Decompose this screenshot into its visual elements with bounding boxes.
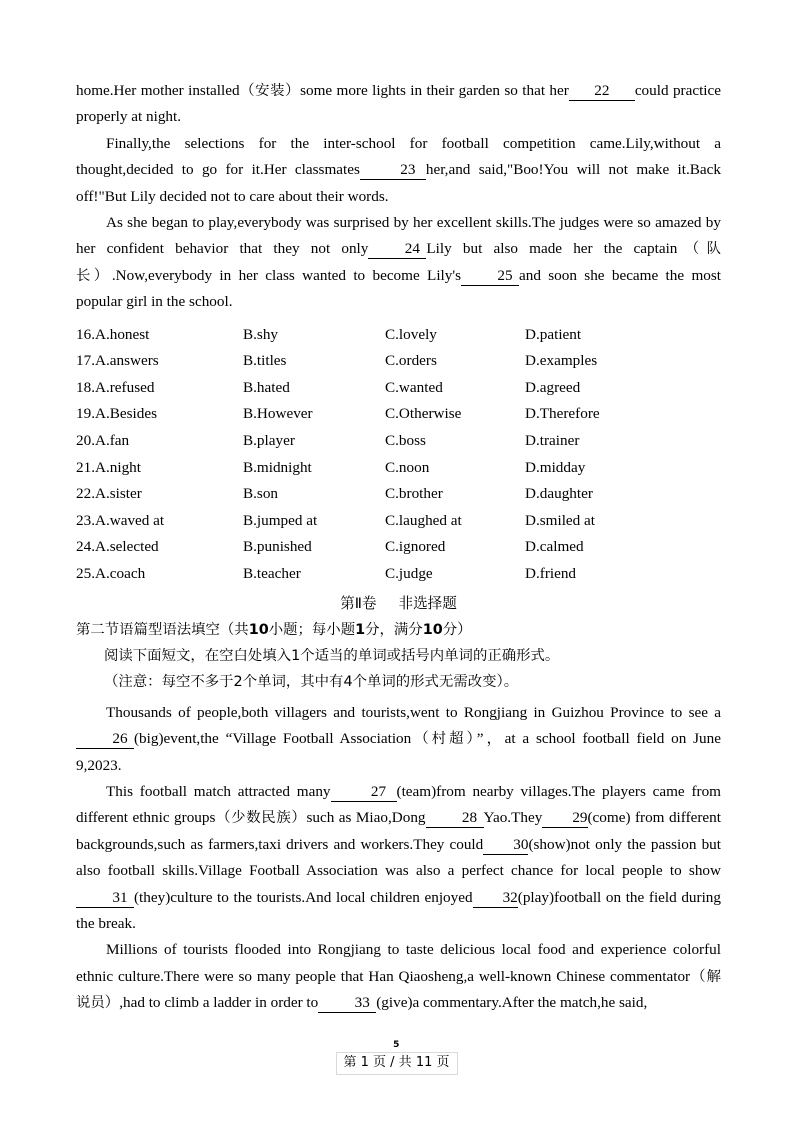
- text-run: (give)a commentary.After the match,he said,: [376, 994, 648, 1012]
- mc-row: [76, 455, 721, 482]
- part-two-header: [76, 590, 721, 617]
- blank-27[interactable]: 27: [331, 783, 397, 802]
- mc-option-a[interactable]: 22.A.sister: [76, 485, 142, 503]
- grammar-instruction: [76, 643, 721, 669]
- text-run: some more lights in their garden so that her: [300, 82, 569, 99]
- text-run: (team)from nearby villages.The players came from different ethnic groups: [76, 783, 721, 827]
- blank-26[interactable]: 26: [76, 730, 134, 749]
- mc-option-c[interactable]: C.orders: [385, 352, 437, 370]
- mc-row: [76, 428, 721, 455]
- mc-option-c[interactable]: C.lovely: [385, 325, 437, 343]
- part-type-label: 非选择题: [398, 594, 457, 612]
- chinese-gloss-minority: （少数民族）: [215, 810, 307, 827]
- mc-option-a[interactable]: 21.A.night: [76, 458, 141, 476]
- chinese-gloss-install: （安装）: [239, 83, 301, 99]
- mc-option-c[interactable]: C.boss: [385, 432, 426, 450]
- blank-25[interactable]: 25: [461, 267, 519, 286]
- mc-option-c[interactable]: C.noon: [385, 458, 430, 476]
- text-run: (they)culture to the tourists.And local children enjoyed: [134, 888, 473, 906]
- points-per-question: 1: [355, 621, 366, 638]
- text-run: Lily but also made her the captain: [426, 240, 678, 258]
- text-run: 个单词的形式无需改变）。: [352, 674, 519, 691]
- mc-option-d[interactable]: D.friend: [525, 565, 577, 582]
- mc-option-b[interactable]: B.teacher: [243, 565, 301, 582]
- blank-30[interactable]: 30: [483, 836, 528, 855]
- mc-option-d[interactable]: D.smiled at: [525, 511, 596, 529]
- mc-option-b[interactable]: B.titles: [243, 352, 287, 370]
- blank-22[interactable]: 22: [569, 82, 635, 101]
- blank-23[interactable]: 23: [360, 161, 426, 180]
- cloze-paragraph-2: [76, 131, 721, 210]
- unchanged-words: 4: [343, 674, 353, 691]
- max-words: 2: [233, 674, 243, 691]
- text-run: such as Miao,Dong: [306, 809, 426, 827]
- mc-option-b[interactable]: B.punished: [243, 538, 312, 556]
- mc-option-d[interactable]: D.daughter: [525, 485, 593, 503]
- blank-29[interactable]: 29: [542, 809, 587, 828]
- blank-28[interactable]: 28: [426, 809, 484, 828]
- text-run: ”，at a school football field on June 9,2023.: [76, 730, 721, 774]
- mc-option-c[interactable]: C.judge: [385, 565, 433, 582]
- text-run: her,and said,"Boo!You will not make it.Back off!"But Lily decided not to care about their words.: [76, 161, 721, 205]
- part-volume-label: 第Ⅱ卷: [340, 594, 377, 612]
- mc-option-c[interactable]: C.brother: [385, 485, 443, 503]
- text-run: Thousands of people,both villagers and tourists,went to Rongjiang in Guizhou Province to see a: [106, 703, 721, 721]
- mc-option-b[interactable]: B.son: [243, 485, 279, 503]
- mc-row: [76, 401, 721, 428]
- mc-option-c[interactable]: C.wanted: [385, 378, 443, 396]
- mc-row: [76, 561, 721, 588]
- page-content: [76, 78, 721, 1017]
- text-run: Finally,the selections for the inter-school for football competition came.Lily,without a thought,decided to go for it.Her classmates: [76, 134, 721, 179]
- mc-option-b[interactable]: B.midnight: [243, 458, 312, 476]
- mc-option-b[interactable]: B.hated: [243, 378, 290, 396]
- grammar-paragraph-2: [76, 779, 721, 937]
- mc-row: [76, 348, 721, 375]
- mc-option-d[interactable]: D.calmed: [525, 538, 584, 556]
- chinese-gloss-commentator: （解说员）: [76, 968, 721, 1012]
- text-run: Yao.They: [483, 809, 543, 827]
- mc-row: [76, 481, 721, 508]
- text-run: (big)event,the “Village Football Association: [134, 730, 412, 748]
- blank-24[interactable]: 24: [368, 240, 426, 259]
- grammar-section-heading: [76, 617, 721, 643]
- text-run: 分）: [442, 621, 472, 638]
- text-run: 第二节语篇型语法填空（共: [76, 621, 249, 638]
- mc-option-b[interactable]: B.player: [243, 432, 295, 450]
- blank-32[interactable]: 32: [473, 889, 518, 908]
- mc-row: [76, 322, 721, 349]
- total-points: 10: [422, 621, 443, 638]
- mc-option-d[interactable]: D.examples: [525, 352, 598, 370]
- text-run: 个适当的单词或括号内单词的正确形式。: [300, 648, 560, 664]
- mc-option-b[interactable]: B.jumped at: [243, 511, 318, 529]
- mc-option-b[interactable]: B.However: [243, 405, 313, 423]
- text-run: Millions of tourists flooded into Rongjiang to taste delicious local food and experience colorful ethnic culture.There were so many people that Han Qiaosheng,a well-known Chinese commentator: [76, 941, 721, 985]
- text-run: 小题；每小题: [268, 621, 356, 638]
- mc-option-a[interactable]: 18.A.refused: [76, 378, 155, 396]
- chinese-gloss-captain: （队长）: [76, 241, 721, 284]
- mc-option-a[interactable]: 19.A.Besides: [76, 405, 157, 423]
- text-run: As she began to play,everybody was surprised by her excellent skills.The judges were so amazed by her confident behavior that they not only: [76, 214, 721, 258]
- mc-option-a[interactable]: 24.A.selected: [76, 538, 159, 556]
- grammar-paragraph-1: [76, 700, 721, 779]
- mc-option-d[interactable]: D.midday: [525, 458, 586, 476]
- question-count: 10: [248, 621, 269, 638]
- mc-option-a[interactable]: 20.A.fan: [76, 432, 130, 450]
- mc-option-c[interactable]: C.laughed at: [385, 511, 462, 529]
- page-number-label: 第 1 页 / 共 11 页: [336, 1052, 458, 1075]
- mc-row: [76, 534, 721, 561]
- text-run: ,had to climb a ladder in order to: [119, 994, 319, 1012]
- mc-option-b[interactable]: B.shy: [243, 325, 279, 343]
- mc-row: [76, 375, 721, 402]
- text-run: .Now,everybody in her class wanted to become Lily's: [111, 266, 461, 284]
- text-run: and soon she became the most popular girl in the school.: [76, 266, 721, 311]
- mc-option-a[interactable]: 25.A.coach: [76, 565, 146, 582]
- text-run: 个单词，其中有: [242, 674, 344, 691]
- mc-option-c[interactable]: C.ignored: [385, 538, 446, 556]
- mc-option-d[interactable]: D.patient: [525, 325, 582, 343]
- text-run: 阅读下面短文，在空白处填入: [104, 648, 292, 664]
- text-run: 分，满分: [365, 621, 423, 638]
- grammar-note: [76, 669, 721, 695]
- text-run: (show)not only the passion but also football skills.Village Football Association was also a perfect chance for local people to show: [76, 835, 721, 880]
- text-run: home.Her mother installed: [76, 82, 240, 99]
- multiple-choice-list: [76, 322, 721, 588]
- mc-option-a[interactable]: 23.A.waved at: [76, 511, 165, 529]
- mc-option-a[interactable]: 17.A.answers: [76, 352, 159, 370]
- mc-row: [76, 508, 721, 535]
- text-run: could practice properly at night.: [76, 82, 721, 126]
- text-run: (come) from different backgrounds,such as farmers,taxi drivers and workers.They could: [76, 809, 721, 853]
- mc-option-d[interactable]: D.Therefore: [525, 405, 600, 423]
- text-run: This football match attracted many: [106, 783, 331, 801]
- text-run: (play)football on the field during the break.: [76, 888, 721, 933]
- mc-option-a[interactable]: 16.A.honest: [76, 325, 150, 343]
- text-run: （注意：每空不多于: [104, 674, 234, 691]
- cloze-paragraph-3: [76, 210, 721, 316]
- mc-option-d[interactable]: D.agreed: [525, 378, 581, 396]
- grammar-paragraph-3: [76, 937, 721, 1016]
- cloze-paragraph-1: [76, 78, 721, 131]
- blank-33[interactable]: 33: [318, 994, 376, 1013]
- page-footer: [0, 1040, 793, 1075]
- mc-option-c[interactable]: C.Otherwise: [385, 405, 462, 423]
- word-count: 1: [291, 648, 301, 664]
- chinese-gloss-cunchao: （村超）: [411, 731, 477, 748]
- blank-31[interactable]: 31: [76, 889, 134, 908]
- mc-option-d[interactable]: D.trainer: [525, 432, 580, 450]
- footer-mark: 5: [393, 1040, 400, 1050]
